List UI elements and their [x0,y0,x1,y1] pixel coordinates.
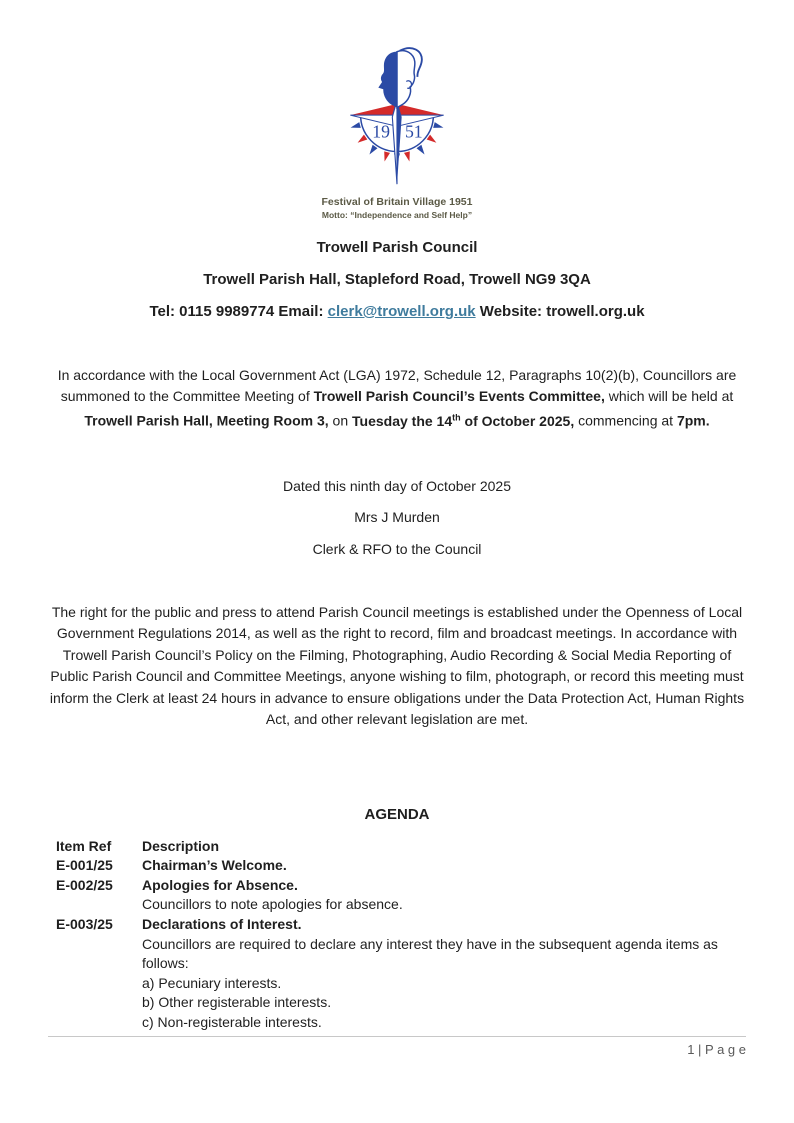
meeting-date: Tuesday the 14th of October 2025, [352,412,575,429]
meeting-location: Trowell Parish Hall, Meeting Room 3, [84,412,329,429]
item-ref: E-002/25 [56,876,113,893]
item-title: Declarations of Interest. [142,916,302,933]
item-ref: E-001/25 [56,857,113,874]
logo-caption-title: Festival of Britain Village 1951 [321,196,473,208]
agenda-item-row [56,856,746,876]
ordinal-suffix: th [452,412,461,422]
committee-name: Trowell Parish Council’s Events Committee, [313,388,605,404]
column-header-description: Description [142,837,220,854]
item-title: Chairman’s Welcome. [142,857,287,874]
item-detail-line: a) Pecuniary interests. [142,974,282,991]
item-detail-line: Councillors are required to declare any interest they have in the subsequent agenda items as follows: [142,935,718,972]
logo-year-right: 51 [404,121,423,142]
star-wing-left [350,104,397,115]
agenda-table [56,837,746,1033]
item-detail-line: b) Other registerable interests. [142,994,332,1011]
meeting-time: 7pm. [676,412,710,429]
summons-paragraph: In accordance with the Local Government Act (LGA) 1972, Schedule 12, Paragraphs 10(2)(b), Councillors are summoned to the Committee Meeting of Trowell Parish Council’s Events Committee, which will be held at Trowell Parish Hall, Meeting Room 3, on Tuesday the 14th of October 2025, commencing at 7pm. [57,367,737,429]
contact-line [48,296,746,328]
item-detail-line: c) Non-registerable interests. [142,1014,322,1030]
agenda-header-row [56,837,746,857]
item-ref: E-003/25 [56,916,113,933]
agenda-heading: AGENDA [364,805,430,823]
council-name: Trowell Parish Council [316,239,478,256]
public-notice-paragraph: The right for the public and press to attend Parish Council meetings is established under the Openness of Local Government Regulations 2014, as well as the right to record, film and broadcast meetings. In accordance with Trowell Parish Council’s Policy on the Filming, Photographing, Audio Recording & Social Media Reporting of Public Parish Council and Committee Meetings, anyone wishing to film, photograph, or record this meeting must inform the Clerk at least 24 hours in advance to ensure obligations under the Data Protection Act, Human Rights Act, and other relevant legislation are met. [49,603,745,728]
email-link[interactable]: clerk@trowell.org.uk [327,303,476,320]
logo-block [48,0,746,220]
agenda-item-row [56,915,746,1033]
clerk-title: Clerk & RFO to the Council [312,540,482,557]
page-footer [48,1036,746,1057]
britannia-head-right [397,51,415,108]
page-number: 1 | P a g e [687,1042,746,1057]
column-header-ref: Item Ref [56,837,112,854]
council-address: Trowell Parish Hall, Stapleford Road, Trowell NG9 3QA [203,271,591,288]
item-title: Apologies for Absence. [142,876,298,893]
logo-year-left: 19 [372,121,390,142]
britannia-head-left [378,52,397,108]
clerk-name: Mrs J Murden [354,509,440,526]
logo-caption-motto: Motto: “Independence and Self Help” [321,210,473,220]
signature-block [48,476,746,560]
festival-of-britain-emblem-icon [341,46,453,188]
star-wing-right [397,104,444,115]
contact-suffix: Website: trowell.org.uk [475,303,645,320]
summons-text: In accordance with the Local Government Act (LGA) 1972, Schedule 12, Paragraphs 10(2)(b), Councillors are summoned to the Committee Meeting of [57,367,737,404]
agenda-item-row [56,876,746,915]
document-header [48,232,746,328]
dated-line: Dated this ninth day of October 2025 [282,477,512,494]
contact-prefix: Tel: 0115 9989774 Email: [149,303,328,320]
item-detail-line: Councillors to note apologies for absence. [142,896,403,913]
